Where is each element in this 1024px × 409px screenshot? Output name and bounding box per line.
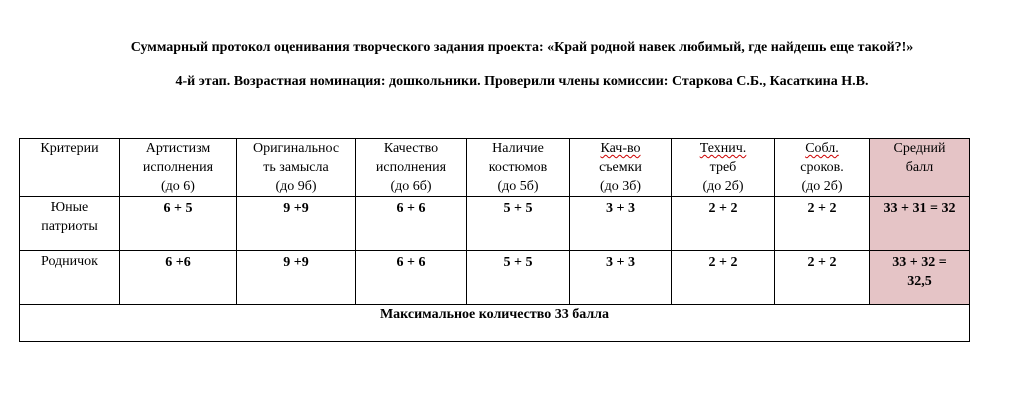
score-cell: 2 + 2	[775, 197, 870, 251]
table-row	[20, 197, 970, 251]
score-cell: 3 + 3	[570, 251, 672, 305]
score-table	[19, 138, 970, 342]
score-cell: 6 + 6	[356, 197, 467, 251]
header-row	[20, 139, 970, 197]
header-costumes: Наличие костюмов (до 5б)	[467, 139, 570, 197]
document-title: Суммарный протокол оценивания творческого задания проекта: «Край родной навек любимый, где найдешь еще такой?!»	[130, 40, 914, 55]
document-subtitle: 4-й этап. Возрастная номинация: дошкольники. Проверили члены комиссии: Старкова С.Б., Касаткина Н.В.	[175, 74, 869, 89]
max-score-note: Максимальное количество 33 балла	[20, 305, 970, 342]
score-cell: 3 + 3	[570, 197, 672, 251]
header-filming: Кач-во съемки (до 3б)	[570, 139, 672, 197]
header-artistry: Артистизм исполнения (до 6)	[120, 139, 237, 197]
average-cell: 33 + 31 = 32	[870, 197, 970, 251]
average-cell: 33 + 32 = 32,5	[870, 251, 970, 305]
score-cell: 6 +6	[120, 251, 237, 305]
row-name: Родничок	[20, 251, 120, 305]
header-average: Средний балл	[870, 139, 970, 197]
score-cell: 2 + 2	[672, 251, 775, 305]
score-cell: 6 + 5	[120, 197, 237, 251]
score-cell: 9 +9	[237, 251, 356, 305]
score-cell: 2 + 2	[775, 251, 870, 305]
header-criteria: Критерии	[20, 139, 120, 197]
score-cell: 5 + 5	[467, 197, 570, 251]
row-name: Юные патриоты	[20, 197, 120, 251]
header-originality: Оригинальнос ть замысла (до 9б)	[237, 139, 356, 197]
header-technical: Технич. треб (до 2б)	[672, 139, 775, 197]
score-cell: 2 + 2	[672, 197, 775, 251]
score-cell: 9 +9	[237, 197, 356, 251]
header-deadlines: Собл. сроков. (до 2б)	[775, 139, 870, 197]
score-cell: 5 + 5	[467, 251, 570, 305]
table-row	[20, 251, 970, 305]
score-cell: 6 + 6	[356, 251, 467, 305]
footer-row	[20, 305, 970, 342]
header-quality: Качество исполнения (до 6б)	[356, 139, 467, 197]
